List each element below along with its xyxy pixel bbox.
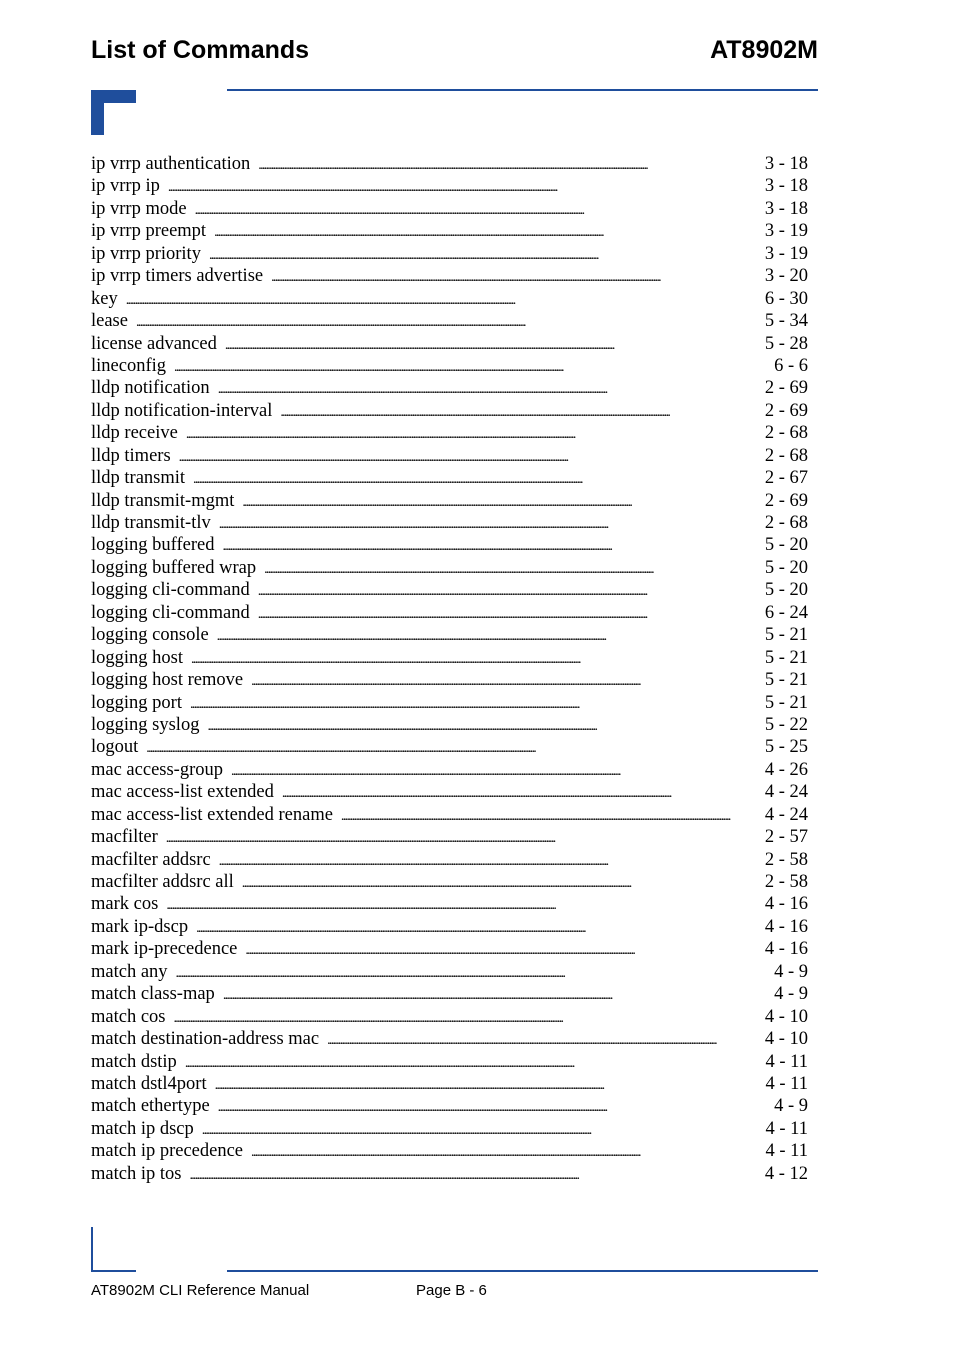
dot-leader [166, 893, 761, 915]
command-name: logging port [91, 692, 182, 713]
index-entry [91, 445, 808, 467]
page-reference: 3 - 19 [764, 221, 808, 242]
dot-leader [271, 265, 761, 287]
dot-leader [168, 175, 761, 197]
page-reference: 3 - 20 [764, 266, 808, 287]
index-entry [91, 310, 808, 332]
index-entry [91, 557, 808, 579]
page-reference: 6 - 30 [764, 288, 808, 309]
page-reference: 4 - 11 [765, 1118, 808, 1139]
dot-leader [219, 512, 761, 534]
page-reference: 5 - 25 [764, 737, 808, 758]
page-reference: 4 - 9 [774, 961, 808, 982]
page-reference: 4 - 11 [765, 1051, 808, 1072]
dot-leader [258, 579, 761, 601]
index-entry [91, 602, 808, 624]
command-name: logging host remove [91, 670, 244, 691]
index-entry [91, 916, 808, 938]
dot-leader [245, 938, 760, 960]
page-reference: 2 - 67 [764, 468, 808, 489]
command-name: license advanced [91, 333, 217, 354]
command-name: macfilter addsrc [91, 849, 211, 870]
page-reference: 4 - 10 [764, 1006, 808, 1027]
command-name: match ip dscp [91, 1118, 194, 1139]
command-name: logging cli-command [91, 602, 250, 623]
command-name: logging host [91, 647, 183, 668]
index-entry [91, 579, 808, 601]
page-reference: 4 - 12 [764, 1163, 808, 1184]
dot-leader [219, 849, 761, 871]
command-name: lldp receive [91, 423, 178, 444]
product-name: AT8902M [710, 36, 818, 64]
index-entry [91, 153, 808, 175]
dot-leader [179, 445, 761, 467]
page-reference: 5 - 20 [764, 557, 808, 578]
command-name: macfilter addsrc all [91, 872, 234, 892]
dot-leader [222, 534, 760, 556]
corner-mark-top [91, 90, 136, 135]
dot-leader [185, 1051, 762, 1073]
page-reference: 4 - 10 [764, 1029, 808, 1050]
command-name: lldp notification [91, 378, 210, 399]
index-entry [91, 714, 808, 736]
command-index [91, 153, 808, 1185]
command-name: match ip tos [91, 1163, 182, 1184]
page-reference: 5 - 28 [764, 333, 808, 354]
index-entry [91, 1073, 808, 1095]
index-entry [91, 490, 808, 512]
index-entry [91, 983, 808, 1005]
command-name: logout [91, 737, 139, 758]
command-name: ip vrrp mode [91, 198, 187, 219]
page-reference: 5 - 21 [764, 625, 808, 646]
index-entry [91, 1140, 808, 1162]
dot-leader [217, 624, 761, 646]
index-entry [91, 961, 808, 983]
command-name: match destination-address mac [91, 1029, 320, 1050]
index-entry [91, 804, 808, 826]
dot-leader [146, 736, 761, 758]
dot-leader [215, 1073, 762, 1095]
page-reference: 6 - 24 [764, 602, 808, 623]
page-title: List of Commands [91, 36, 310, 64]
command-name: mark ip-precedence [91, 939, 238, 960]
index-entry [91, 467, 808, 489]
dot-leader [190, 692, 761, 714]
page-reference: 3 - 19 [764, 243, 808, 264]
page-reference: 4 - 24 [764, 782, 808, 803]
dot-leader [191, 647, 761, 669]
index-entry [91, 692, 808, 714]
index-entry [91, 1006, 808, 1028]
index-entry [91, 624, 808, 646]
index-entry [91, 243, 808, 265]
index-entry [91, 1163, 808, 1185]
command-name: match any [91, 961, 168, 982]
dot-leader [174, 1006, 761, 1028]
page-reference: 3 - 18 [764, 198, 808, 219]
command-name: ip vrrp timers advertise [91, 266, 264, 287]
page-reference: 4 - 9 [774, 984, 808, 1005]
command-name: logging buffered [91, 535, 215, 556]
command-name: logging syslog [91, 714, 200, 735]
index-entry [91, 669, 808, 691]
dot-leader [264, 557, 761, 579]
page-reference: 6 - 6 [774, 355, 808, 376]
dot-leader [251, 669, 761, 691]
command-name: logging buffered wrap [91, 557, 257, 578]
page-reference: 4 - 16 [764, 916, 808, 937]
page-reference: 2 - 68 [764, 423, 808, 444]
dot-leader [223, 983, 770, 1005]
command-name: logging cli-command [91, 580, 250, 601]
command-name: lease [91, 311, 128, 332]
page-reference: 4 - 26 [764, 759, 808, 780]
command-name: mac access-list extended [91, 782, 274, 803]
index-entry [91, 220, 808, 242]
header-rule [227, 89, 818, 91]
command-name: match class-map [91, 984, 215, 1005]
command-name: ip vrrp priority [91, 243, 201, 264]
page-reference: 5 - 21 [764, 692, 808, 713]
page-reference: 4 - 16 [764, 894, 808, 915]
dot-leader [202, 1118, 762, 1140]
page-reference: 5 - 20 [764, 580, 808, 601]
index-entry [91, 175, 808, 197]
dot-leader [218, 377, 761, 399]
index-entry [91, 893, 808, 915]
dot-leader [327, 1028, 761, 1050]
index-entry [91, 826, 808, 848]
command-name: ip vrrp ip [91, 176, 160, 197]
index-entry [91, 871, 808, 893]
page-reference: 3 - 18 [764, 154, 808, 174]
page-reference: 5 - 20 [764, 535, 808, 556]
page-reference: 2 - 69 [764, 378, 808, 399]
command-name: lldp transmit [91, 468, 186, 489]
command-name: lineconfig [91, 355, 167, 376]
page-reference: 4 - 9 [774, 1096, 808, 1117]
index-entry [91, 377, 808, 399]
page-reference: 2 - 58 [764, 849, 808, 870]
index-entry [91, 1028, 808, 1050]
index-entry [91, 1095, 808, 1117]
dot-leader [174, 355, 770, 377]
command-name: match cos [91, 1006, 166, 1027]
command-name: macfilter [91, 827, 158, 848]
command-name: mark ip-dscp [91, 916, 189, 937]
dot-leader [242, 490, 760, 512]
page-reference: 4 - 11 [765, 1141, 808, 1162]
dot-leader [189, 1163, 760, 1185]
command-name: match dstip [91, 1051, 177, 1072]
page-reference: 2 - 69 [764, 400, 808, 421]
page-reference: 2 - 69 [764, 490, 808, 511]
page-reference: 5 - 34 [764, 311, 808, 332]
footer-rule [227, 1270, 818, 1272]
dot-leader [186, 422, 761, 444]
dot-leader [195, 198, 761, 220]
dot-leader [207, 714, 760, 736]
index-entry [91, 288, 808, 310]
page-reference: 3 - 18 [764, 176, 808, 197]
index-entry [91, 355, 808, 377]
page-reference: 4 - 16 [764, 939, 808, 960]
dot-leader [282, 781, 761, 803]
page-reference: 4 - 24 [764, 804, 808, 825]
index-entry [91, 938, 808, 960]
command-name: lldp timers [91, 445, 171, 466]
dot-leader [166, 826, 761, 848]
page-reference: 5 - 21 [764, 670, 808, 691]
page-reference: 2 - 68 [764, 445, 808, 466]
command-name: ip vrrp authentication [91, 154, 251, 174]
index-entry [91, 265, 808, 287]
index-entry [91, 512, 808, 534]
dot-leader [231, 759, 761, 781]
index-entry [91, 736, 808, 758]
dot-leader [214, 220, 761, 242]
dot-leader [242, 871, 761, 893]
page-reference: 2 - 57 [764, 827, 808, 848]
command-name: match dstl4port [91, 1073, 207, 1094]
command-name: match ethertype [91, 1096, 210, 1117]
page-reference: 5 - 22 [764, 714, 808, 735]
dot-leader [341, 804, 761, 826]
command-name: match ip precedence [91, 1141, 244, 1162]
manual-title: AT8902M CLI Reference Manual [91, 1282, 310, 1299]
corner-mark-bottom [91, 1227, 136, 1272]
index-entry [91, 849, 808, 871]
dot-leader [196, 916, 761, 938]
dot-leader [126, 288, 761, 310]
index-entry [91, 198, 808, 220]
index-entry [91, 400, 808, 422]
index-entry [91, 422, 808, 444]
index-entry [91, 333, 808, 355]
command-name: mac access-list extended rename [91, 804, 333, 825]
page-reference: 5 - 21 [764, 647, 808, 668]
dot-leader [280, 400, 760, 422]
page-reference: 2 - 58 [764, 872, 808, 892]
page-reference: 4 - 11 [765, 1073, 808, 1094]
dot-leader [251, 1140, 761, 1162]
command-name: logging console [91, 625, 209, 646]
index-entry [91, 1118, 808, 1140]
index-entry [91, 647, 808, 669]
command-name: mac access-group [91, 759, 224, 780]
dot-leader [258, 153, 761, 175]
dot-leader [209, 243, 761, 265]
dot-leader [193, 467, 761, 489]
dot-leader [258, 602, 761, 624]
dot-leader [225, 333, 761, 355]
page-reference: 2 - 68 [764, 513, 808, 533]
dot-leader [136, 310, 761, 332]
command-name: mark cos [91, 894, 159, 915]
command-name: lldp transmit-tlv [91, 513, 211, 533]
command-name: key [91, 288, 118, 309]
index-entry [91, 759, 808, 781]
dot-leader [176, 961, 771, 983]
command-name: lldp notification-interval [91, 400, 273, 421]
index-entry [91, 1051, 808, 1073]
index-entry [91, 534, 808, 556]
index-entry [91, 781, 808, 803]
command-name: ip vrrp preempt [91, 221, 207, 242]
page-number: Page B - 6 [416, 1282, 487, 1299]
command-name: lldp transmit-mgmt [91, 490, 235, 511]
dot-leader [218, 1095, 770, 1117]
